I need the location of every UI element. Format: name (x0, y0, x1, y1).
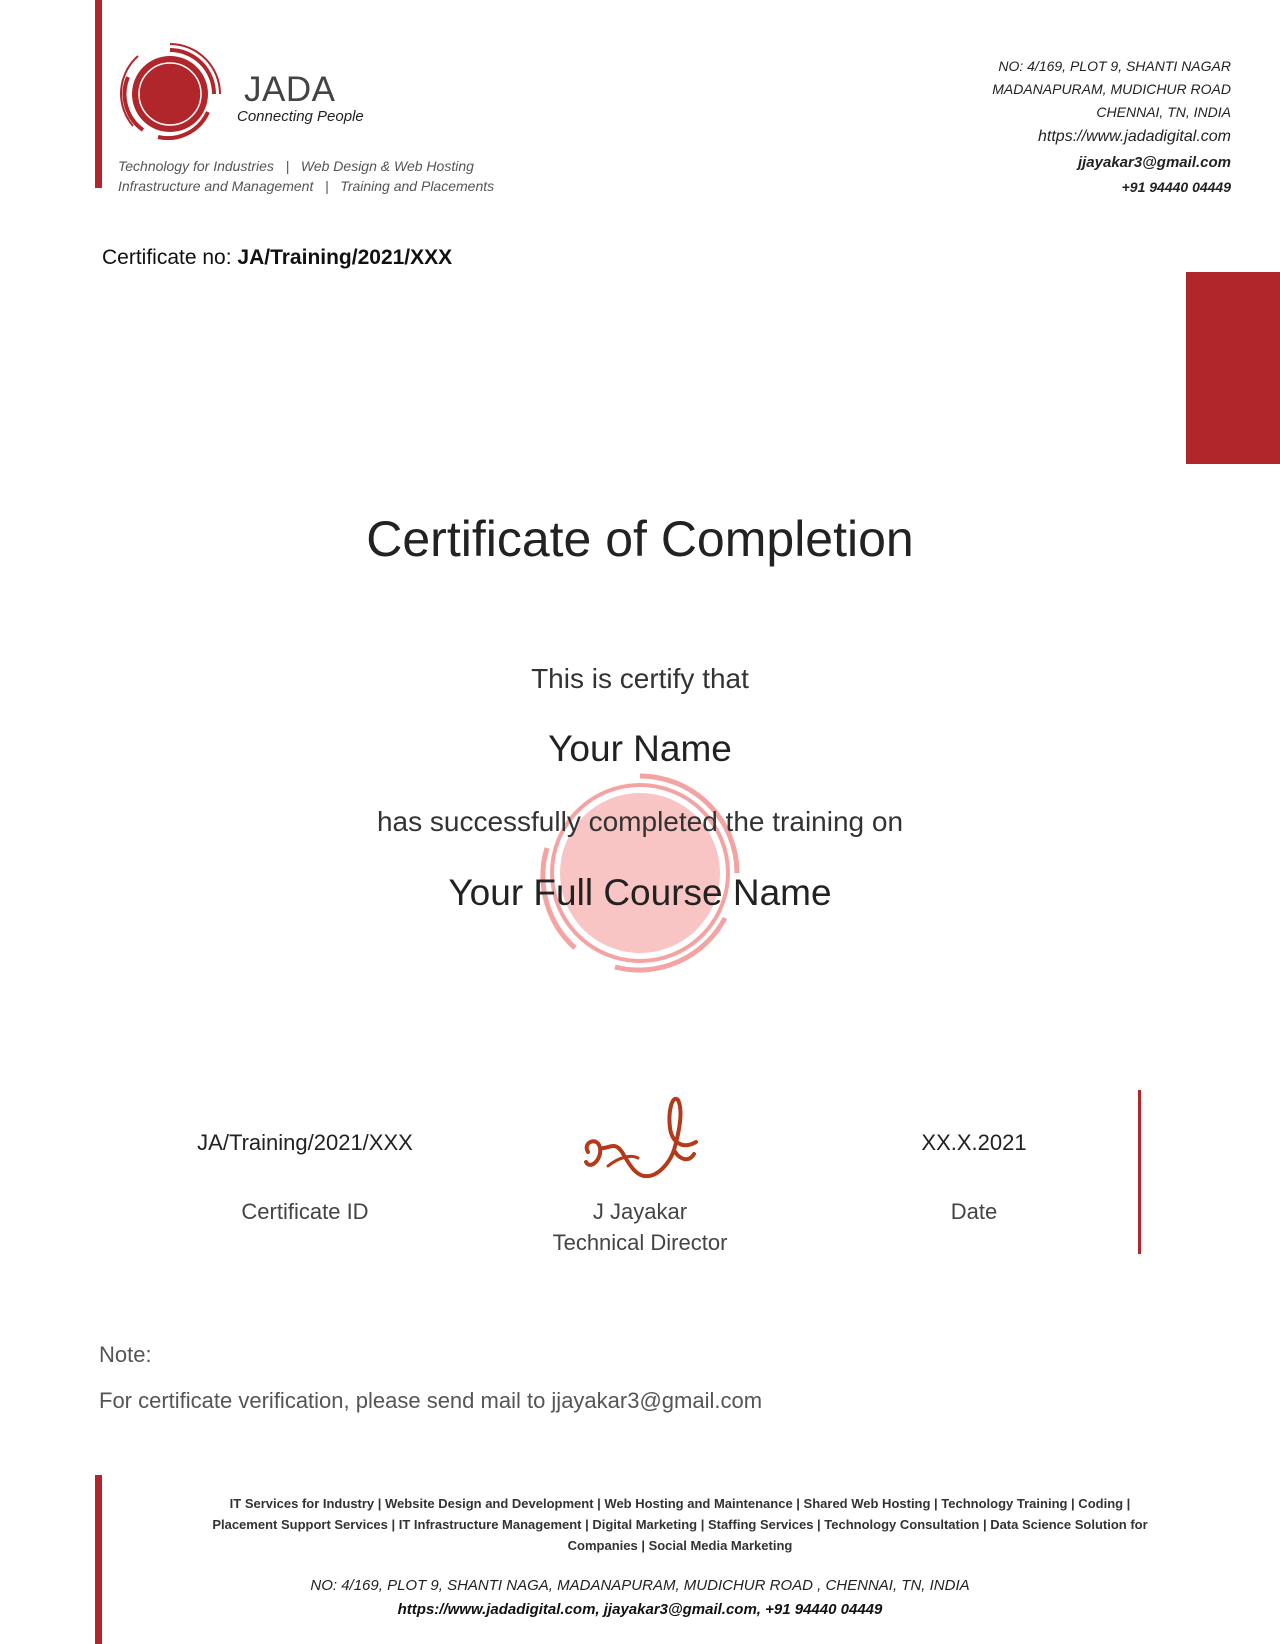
signature-icon (578, 1092, 706, 1188)
brand-tagline: Connecting People (237, 108, 364, 125)
certify-intro: This is certify that (531, 663, 749, 694)
certificate-number (102, 246, 452, 270)
email-link[interactable]: jjayakar3@gmail.com (1077, 154, 1231, 171)
footer-contact[interactable]: https://www.jadadigital.com, jjayakar3@gmail.com, +91 94440 04449 (397, 1601, 883, 1618)
website-link[interactable]: https://www.jadadigital.com (1038, 128, 1231, 145)
certificate-id-value: JA/Training/2021/XXX (197, 1130, 413, 1155)
signer-title: Technical Director (552, 1230, 728, 1255)
header-services-line-2: Infrastructure and Management | Training and Placements (118, 178, 495, 194)
left-accent-bar-top (95, 0, 102, 188)
certificate-id-label: Certificate ID (241, 1199, 369, 1224)
signer-name: J Jayakar (592, 1199, 688, 1224)
footer-services-line-2: Placement Support Services | IT Infrastructure Management | Digital Marketing | Staffing Services | Technology Consultation | Data Science Solution for (212, 1517, 1148, 1532)
footer-services-line-1: IT Services for Industry | Website Design and Development | Web Hosting and Maintenance | Shared Web Hosting | Technology Training | Coding | (229, 1496, 1131, 1511)
left-accent-bar-bottom (95, 1475, 102, 1644)
header-services-line-1: Technology for Industries | Web Design & Web Hosting (118, 158, 474, 174)
signature-accent-line (1138, 1090, 1141, 1254)
certificate-title: Certificate of Completion (366, 511, 914, 567)
address-line-3: CHENNAI, TN, INDIA (1096, 104, 1231, 120)
address-line-2: MADANAPURAM, MUDICHUR ROAD (992, 81, 1231, 97)
certificate-number-label: Certificate no: (102, 246, 238, 269)
jada-logo-icon (118, 42, 222, 146)
date-value: XX.X.2021 (921, 1130, 1027, 1155)
phone-number: +91 94440 04449 (1121, 179, 1231, 195)
completion-text: has successfully completed the training on (376, 806, 904, 837)
address-line-1: NO: 4/169, PLOT 9, SHANTI NAGAR (998, 58, 1231, 74)
note-text: For certificate verification, please send mail to jjayakar3@gmail.com (99, 1388, 763, 1413)
right-accent-block (1186, 272, 1280, 464)
header-services (118, 156, 494, 196)
note-label: Note: (99, 1342, 152, 1367)
certificate-number-value: JA/Training/2021/XXX (237, 246, 453, 269)
header-address-block (992, 55, 1231, 199)
recipient-name: Your Name (548, 728, 732, 769)
course-name: Your Full Course Name (448, 872, 832, 913)
footer-services-line-3: Companies | Social Media Marketing (567, 1538, 793, 1553)
footer-services (165, 1493, 1195, 1556)
brand-name: JADA (244, 70, 336, 109)
footer-address: NO: 4/169, PLOT 9, SHANTI NAGA, MADANAPURAM, MUDICHUR ROAD , CHENNAI, TN, INDIA (310, 1577, 970, 1594)
date-label: Date (950, 1199, 998, 1224)
